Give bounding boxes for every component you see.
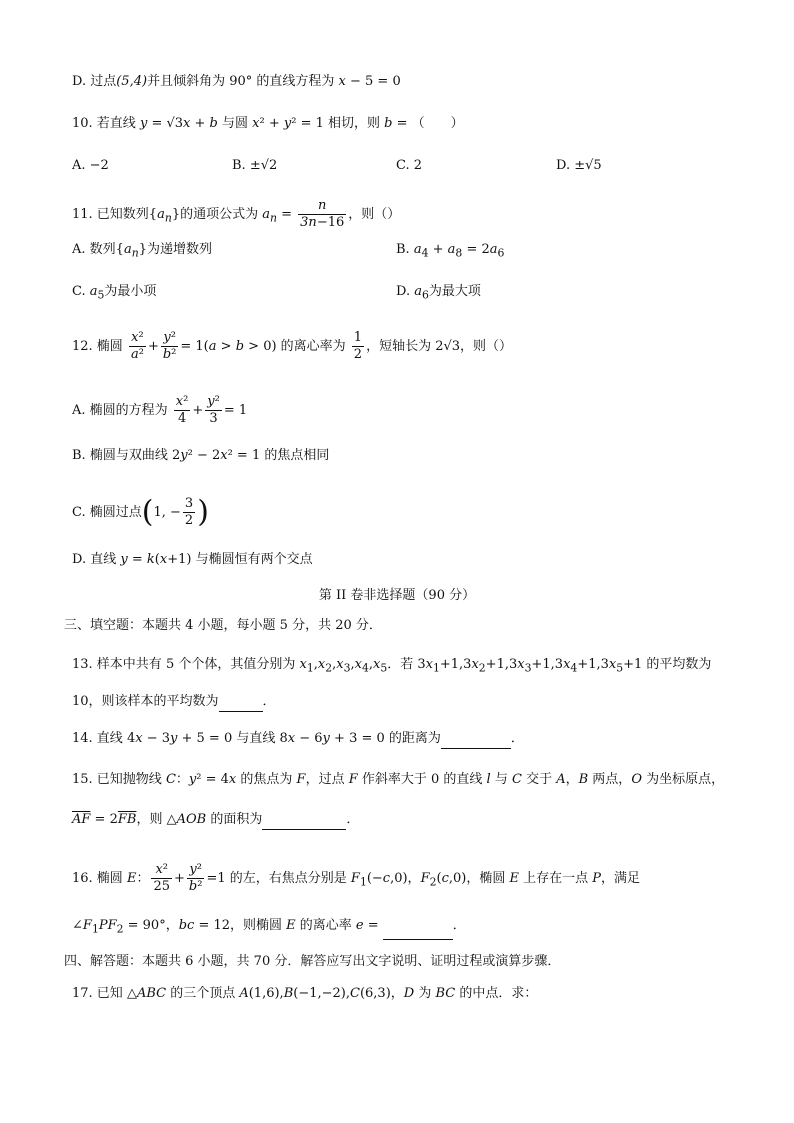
question-11: 11. 已知数列$\{a_n\}$的通项公式为 $a_n$ = $\frac{n}{3n-16}$ ，则（） (72, 198, 401, 230)
q11-option-a: A. 数列$\{a_n\}$为递增数列 (72, 242, 212, 260)
section-4-heading: 四、解答题：本题共 6 小题，共 70 分．解答应写出文字说明、证明过程或演算步骤． (64, 954, 561, 969)
q12-option-a: A. 椭圆的方程为 $\frac{\text{x²}}{4}$ + $\frac{\text{y²}}{3}$ = 1 (72, 394, 248, 426)
fraction: $\frac{n}{3n-16}$ (300, 198, 345, 230)
q12-option-d: D. 直线 y = k(x+1) 与椭圆恒有两个交点 (72, 552, 313, 567)
question-9-option-d: D. 过点(5,4)并且倾斜角为 90° 的直线方程为 x − 5 = 0 (72, 74, 401, 89)
q12-option-b: B. 椭圆与双曲线 2y² − 2x² = 1 的焦点相同 (72, 448, 330, 463)
question-15-line-2: $\overline{AF} = 2\overline{FB}$，则 △AOB 的面积为 ． (72, 810, 359, 830)
question-10: 10. 若直线 y = √3x + b 与圆 x² + y² = 1 相切，则 b = （ ） (72, 116, 464, 131)
question-14: 14. 直线 4x − 3y + 5 = 0 与直线 8x − 6y + 3 = 0 的距离为 ． (72, 729, 524, 749)
q10-option-b: B. ±√2 (232, 158, 278, 173)
option-label: D. (72, 74, 87, 89)
q11-option-b: B. $a_4 + a_8 = 2a_6$ (396, 242, 505, 260)
q10-option-d: D. ±√5 (556, 158, 602, 173)
answer-blank (262, 815, 346, 830)
q12-option-c: C. 椭圆过点(1, − $\frac{3}{2}$ ) (72, 494, 209, 530)
question-13-line-1: 13. 样本中共有 5 个个体，其值分别为 $x_1,x_2,x_3,x_4,x_5$．若 $3x_1+1,3x_2+1,3x_3+1,3x_4+1,3x_5+1$ 的平均数为 (72, 657, 712, 675)
q10-option-a: A. −2 (72, 158, 109, 173)
section-ii-title: 第 II 卷非选择题（90 分） (318, 588, 476, 603)
q11-option-c: C. $a_5$为最小项 (72, 284, 157, 302)
section-3-heading: 三、填空题：本题共 4 小题，每小题 5 分，共 20 分． (64, 618, 382, 633)
question-16-line-1: 16. 椭圆 E： $\frac{\text{x²}}{25}$ + $\frac{\text{y²}}{\text{b²}}$ =1 的左，右焦点分别是 $F_1(-c,0)$，$F_2(c,0)$，椭圆 E 上存在一点 P，满足 (72, 862, 640, 894)
answer-blank (441, 734, 511, 749)
answer-blank (383, 925, 453, 940)
question-13-line-2: 10，则该样本的平均数为 ． (72, 692, 276, 712)
answer-blank (219, 697, 263, 712)
question-17: 17. 已知 △ABC 的三个顶点 A(1,6),B(−1,−2),C(6,3)，D 为 BC 的中点．求： (72, 986, 538, 1001)
question-16-line-2: $\angle F_1PF_2 = 90^\circ$，bc = 12，则椭圆 E 的离心率 e = ． (72, 916, 466, 940)
question-12: 12. 椭圆 $\frac{\text{x²}}{\text{a²}}$ + $\frac{\text{y²}}{\text{b²}}$ = 1(a > b > 0) 的离心率为 $\frac{1}{2}$ ，短轴长为 2√3，则（） (72, 330, 513, 362)
q11-option-d: D. $a_6$为最大项 (396, 284, 481, 302)
question-15-line-1: 15. 已知抛物线 C：y² = 4x 的焦点为 F，过点 F 作斜率大于 0 的直线 l 与 C 交于 A，B 两点，O 为坐标原点， (72, 772, 725, 787)
q10-option-c: C. 2 (396, 158, 423, 173)
